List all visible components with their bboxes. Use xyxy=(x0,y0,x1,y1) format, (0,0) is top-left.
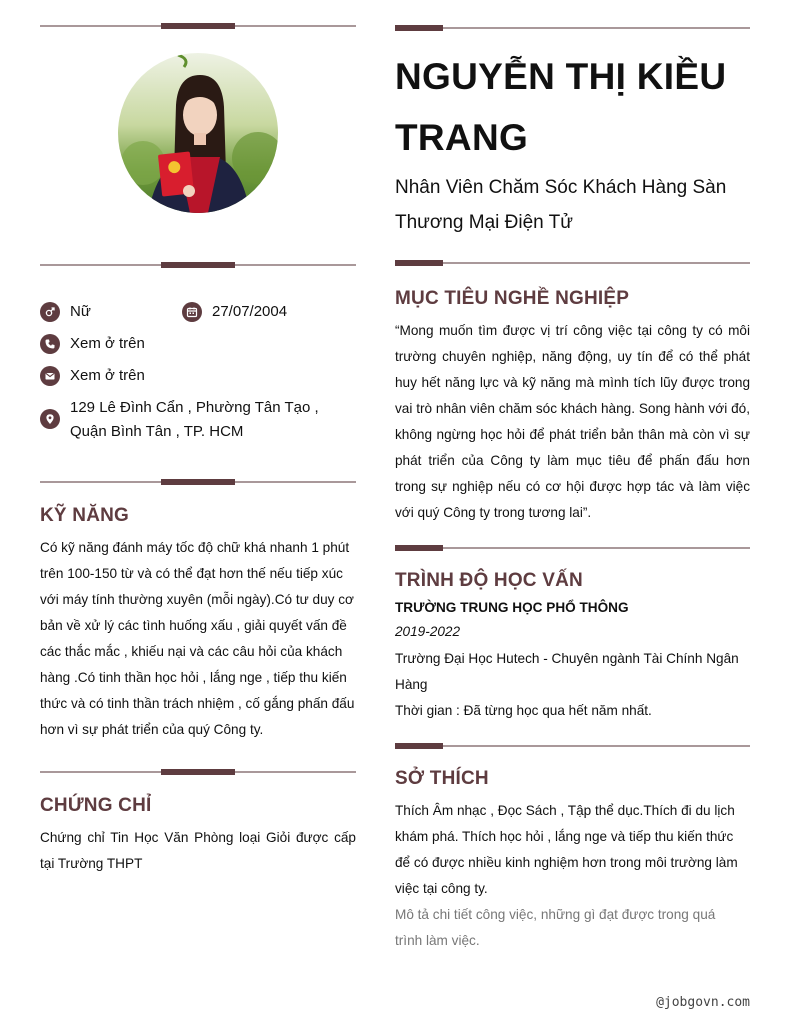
address-row xyxy=(40,396,340,444)
divider-certificates xyxy=(40,768,356,776)
divider-objective xyxy=(395,259,750,267)
divider-skills xyxy=(40,478,356,486)
location-icon xyxy=(40,409,60,429)
divider-top-right xyxy=(395,24,750,32)
education-title: TRÌNH ĐỘ HỌC VẤN xyxy=(395,570,583,591)
calendar-icon xyxy=(182,302,202,322)
phone-icon xyxy=(40,334,60,354)
skills-title: KỸ NĂNG xyxy=(40,505,130,526)
address-value: 129 Lê Đình Cẩn , Phường Tân Tạo , Quận Bình Tân , TP. HCM xyxy=(70,399,319,440)
divider-education xyxy=(395,544,750,552)
gender-icon xyxy=(40,302,60,322)
divider-contact xyxy=(40,261,356,269)
objective-title: MỤC TIÊU NGHỀ NGHIỆP xyxy=(395,288,630,309)
candidate-name: NGUYỄN THỊ KIỀU TRANG xyxy=(395,56,727,158)
education-university: Trường Đại Học Hutech - Chuyên ngành Tài Chính Ngân Hàng xyxy=(395,651,739,692)
hobbies-placeholder: Mô tả chi tiết công việc, những gì đạt được trong quá trình làm việc. xyxy=(395,907,716,948)
certificates-title: CHỨNG CHỈ xyxy=(40,795,152,816)
divider-top-left xyxy=(40,22,356,30)
footer-watermark: @jobgovn.com xyxy=(656,995,750,1010)
job-title: Nhân Viên Chăm Sóc Khách Hàng Sàn Thương Mại Điện Tử xyxy=(395,177,727,233)
email-row xyxy=(40,364,145,388)
phone-row xyxy=(40,332,145,356)
education-years: 2019-2022 xyxy=(395,624,461,639)
email-value: Xem ở trên xyxy=(70,367,145,384)
education-school: TRƯỜNG TRUNG HỌC PHỔ THÔNG xyxy=(395,600,629,615)
hobbies-title: SỞ THÍCH xyxy=(395,768,489,789)
objective-text: “Mong muốn tìm được vị trí công việc tại công ty có môi trường chuyên nghiệp, năng động, uy tín để có thể phát huy hết năng lực và kỹ năng mà mình tích lũy được trong vai trò nhân viên chăm sóc khách hàng. Song hành với đó, không ngừng học hỏi để phát triển bản thân mà còn vì sự phát triển của Công ty làm mục tiêu để phấn đấu hơn trong sự nghiệp nếu có cơ hội được hợp tác và làm việc với quý Công ty trong tương lai”. xyxy=(395,323,750,520)
birthdate-value: 27/07/2004 xyxy=(212,303,288,320)
gender-row xyxy=(40,300,91,324)
birthdate-row xyxy=(182,300,287,324)
email-icon xyxy=(40,366,60,386)
education-duration: Thời gian : Đã từng học qua hết năm nhất. xyxy=(395,703,652,718)
phone-value: Xem ở trên xyxy=(70,335,145,352)
profile-photo-illustration xyxy=(118,53,278,213)
skills-text: Có kỹ năng đánh máy tốc độ chữ khá nhanh 1 phút trên 100-150 từ và có thể đạt hơn thế nếu tiếp xúc với máy tính thường xuyên (mỗi ngày).Có tư duy cơ bản về xử lý các tình huống xấu , giải quyết vấn đề các thắc mắc , khiếu nại và các câu hỏi của khách hàng .Có tinh thần học hỏi , lắng nge , tiếp thu kiến thức và có tinh thần trách nhiệm , cố gắng phấn đấu hơn vì sự phát triển của quý Công ty. xyxy=(40,540,355,737)
gender-value: Nữ xyxy=(70,303,91,320)
certificates-text: Chứng chỉ Tin Học Văn Phòng loại Giỏi được cấp tại Trường THPT xyxy=(40,830,356,871)
hobbies-text: Thích Âm nhạc , Đọc Sách , Tập thể dục.Thích đi du lịch khám phá. Thích học hỏi , lắng nge và tiếp thu kiến thức để có được nhiều kinh nghiệm hơn trong môi trường làm việc tại công ty. xyxy=(395,803,738,896)
profile-photo xyxy=(118,53,278,213)
divider-hobbies xyxy=(395,742,750,750)
